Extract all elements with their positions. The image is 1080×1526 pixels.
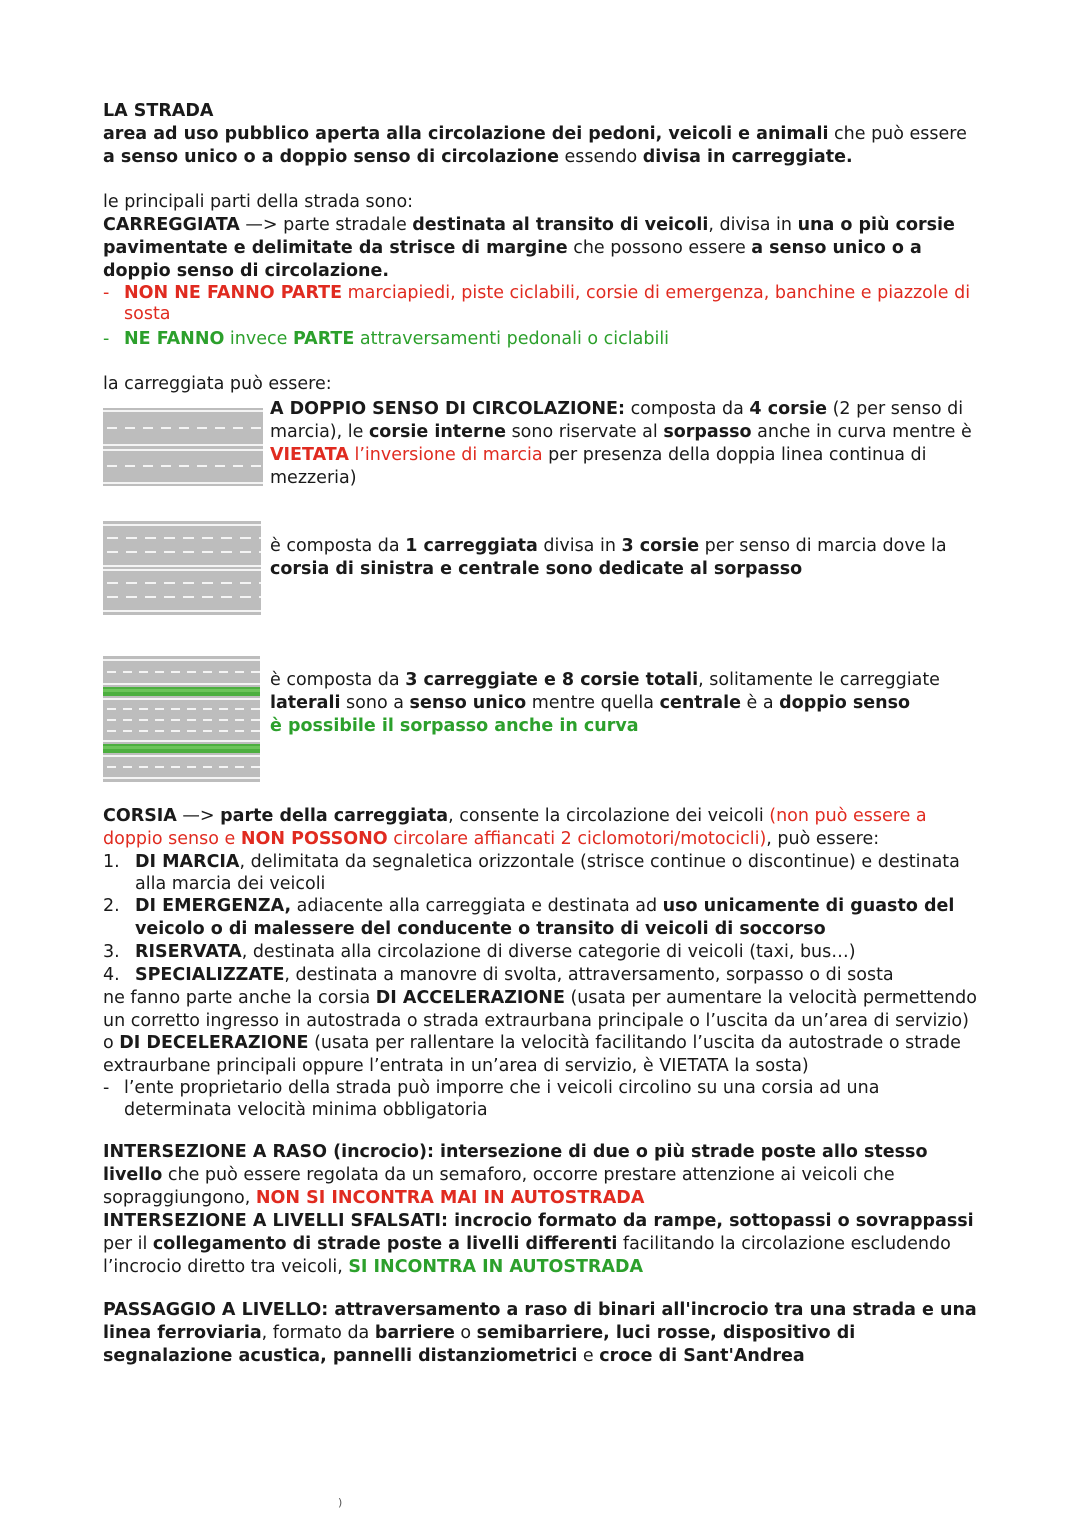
road1-description: A DOPPIO SENSO DI CIRCOLAZIONE: composta da 4 corsie (2 per senso di marcia), le corsie interne sono riservate al sorpasso anche in curva mentre è VIETATA l’inversione di marcia per presenza della doppia linea continua di mezzeria): [270, 399, 972, 488]
road3-description: è composta da 3 carreggiate e 8 corsie totali, solitamente le carreggiate laterali sono a senso unico mentre quella centrale è a doppio senso è possibile il sorpasso anche in curva: [270, 670, 940, 736]
list-item: 3. RISERVATA, destinata alla circolazione di diverse categorie di veicoli (taxi, bus…): [103, 942, 856, 962]
carreggiata-can-be: la carreggiata può essere:: [103, 374, 332, 394]
corsia-paragraph: CORSIA —> parte della carreggiata, consente la circolazione dei veicoli (non può essere a doppio senso e NON POSSONO circolare affiancati 2 ciclomotori/motocicli), può essere:: [103, 806, 927, 849]
list-item: 2. DI EMERGENZA, adiacente alla carreggiata e destinata ad uso unicamente di guasto del veicolo o di malessere del conducente o transito di veicoli di soccorso: [103, 896, 955, 939]
road2-description: è composta da 1 carreggiata divisa in 3 corsie per senso di marcia dove la corsia di sinistra e centrale sono dedicate al sorpasso: [270, 536, 947, 579]
accel-paragraph: ne fanno parte anche la corsia DI ACCELERAZIONE (usata per aumentare la velocità permettendo un corretto ingresso in autostrada o strada extraurbana principale o l’uscita da un’area di servizio) o DI DECELERAZIONE (usata per rallentare la velocità facilitando l’uscita da autostrade o strade extraurbane principali oppure l’entrata in un’area di servizio, è VIETATA la sosta): [103, 988, 977, 1076]
intersezione-sfalsati: INTERSEZIONE A LIVELLI SFALSATI: incrocio formato da rampe, sottopassi o sovrappassi per il collegamento di strade poste a livelli differenti facilitando la circolazione escludendo l’incrocio diretto tra veicoli, SI INCONTRA IN AUTOSTRADA: [103, 1211, 974, 1278]
list-item: 4. SPECIALIZZATE, destinata a manovre di svolta, attraversamento, sorpasso o di sosta: [103, 965, 894, 985]
intersezione-raso: INTERSEZIONE A RASO (incrocio): intersezione di due o più strade poste allo stesso livello che può essere regolata da un semaforo, occorre prestare attenzione ai veicoli che sopraggiungono, NON SI INCONTRA MAI IN AUTOSTRADA: [103, 1142, 928, 1209]
carreggiata-paragraph: CARREGGIATA —> parte stradale destinata al transito di veicoli, divisa in una o più corsie pavimentate e delimitate da strisce di margine che possono essere a senso unico o a doppio senso di circolazione.: [103, 215, 955, 281]
bullet-non-ne-fanno-parte: - NON NE FANNO PARTE marciapiedi, piste ciclabili, corsie di emergenza, banchine e piazzole di sosta: [103, 283, 983, 325]
page-title: LA STRADA: [103, 101, 214, 121]
document-page: [103, 100, 983, 396]
road-diagram-six-lanes: [103, 521, 261, 615]
list-item: 1. DI MARCIA, delimitata da segnaletica orizzontale (strisce continue o discontinue) e destinata alla marcia dei veicoli: [103, 852, 960, 894]
road-diagram-three-carriageways: [103, 656, 260, 782]
footer-mark: ): [338, 1496, 343, 1509]
bullet-min-speed: - l’ente proprietario della strada può imporre che i veicoli circolino su una corsia ad una determinata velocità minima obbligatoria: [103, 1077, 983, 1121]
lower-section: [103, 805, 983, 1368]
bullet-ne-fanno-parte: - NE FANNO invece PARTE attraversamenti pedonali o ciclabili: [103, 328, 983, 351]
intro-paragraph: area ad uso pubblico aperta alla circolazione dei pedoni, veicoli e animali che può essere a senso unico o a doppio senso di circolazione essendo divisa in carreggiate.: [103, 124, 967, 167]
parts-intro: le principali parti della strada sono:: [103, 192, 414, 212]
passaggio-livello: PASSAGGIO A LIVELLO: attraversamento a raso di binari all'incrocio tra una strada e una linea ferroviaria, formato da barriere o semibarriere, luci rosse, dispositivo di segnalazione acustica, pannelli distanziometrici e croce di Sant'Andrea: [103, 1300, 977, 1367]
road-diagram-four-lanes: [103, 408, 263, 486]
